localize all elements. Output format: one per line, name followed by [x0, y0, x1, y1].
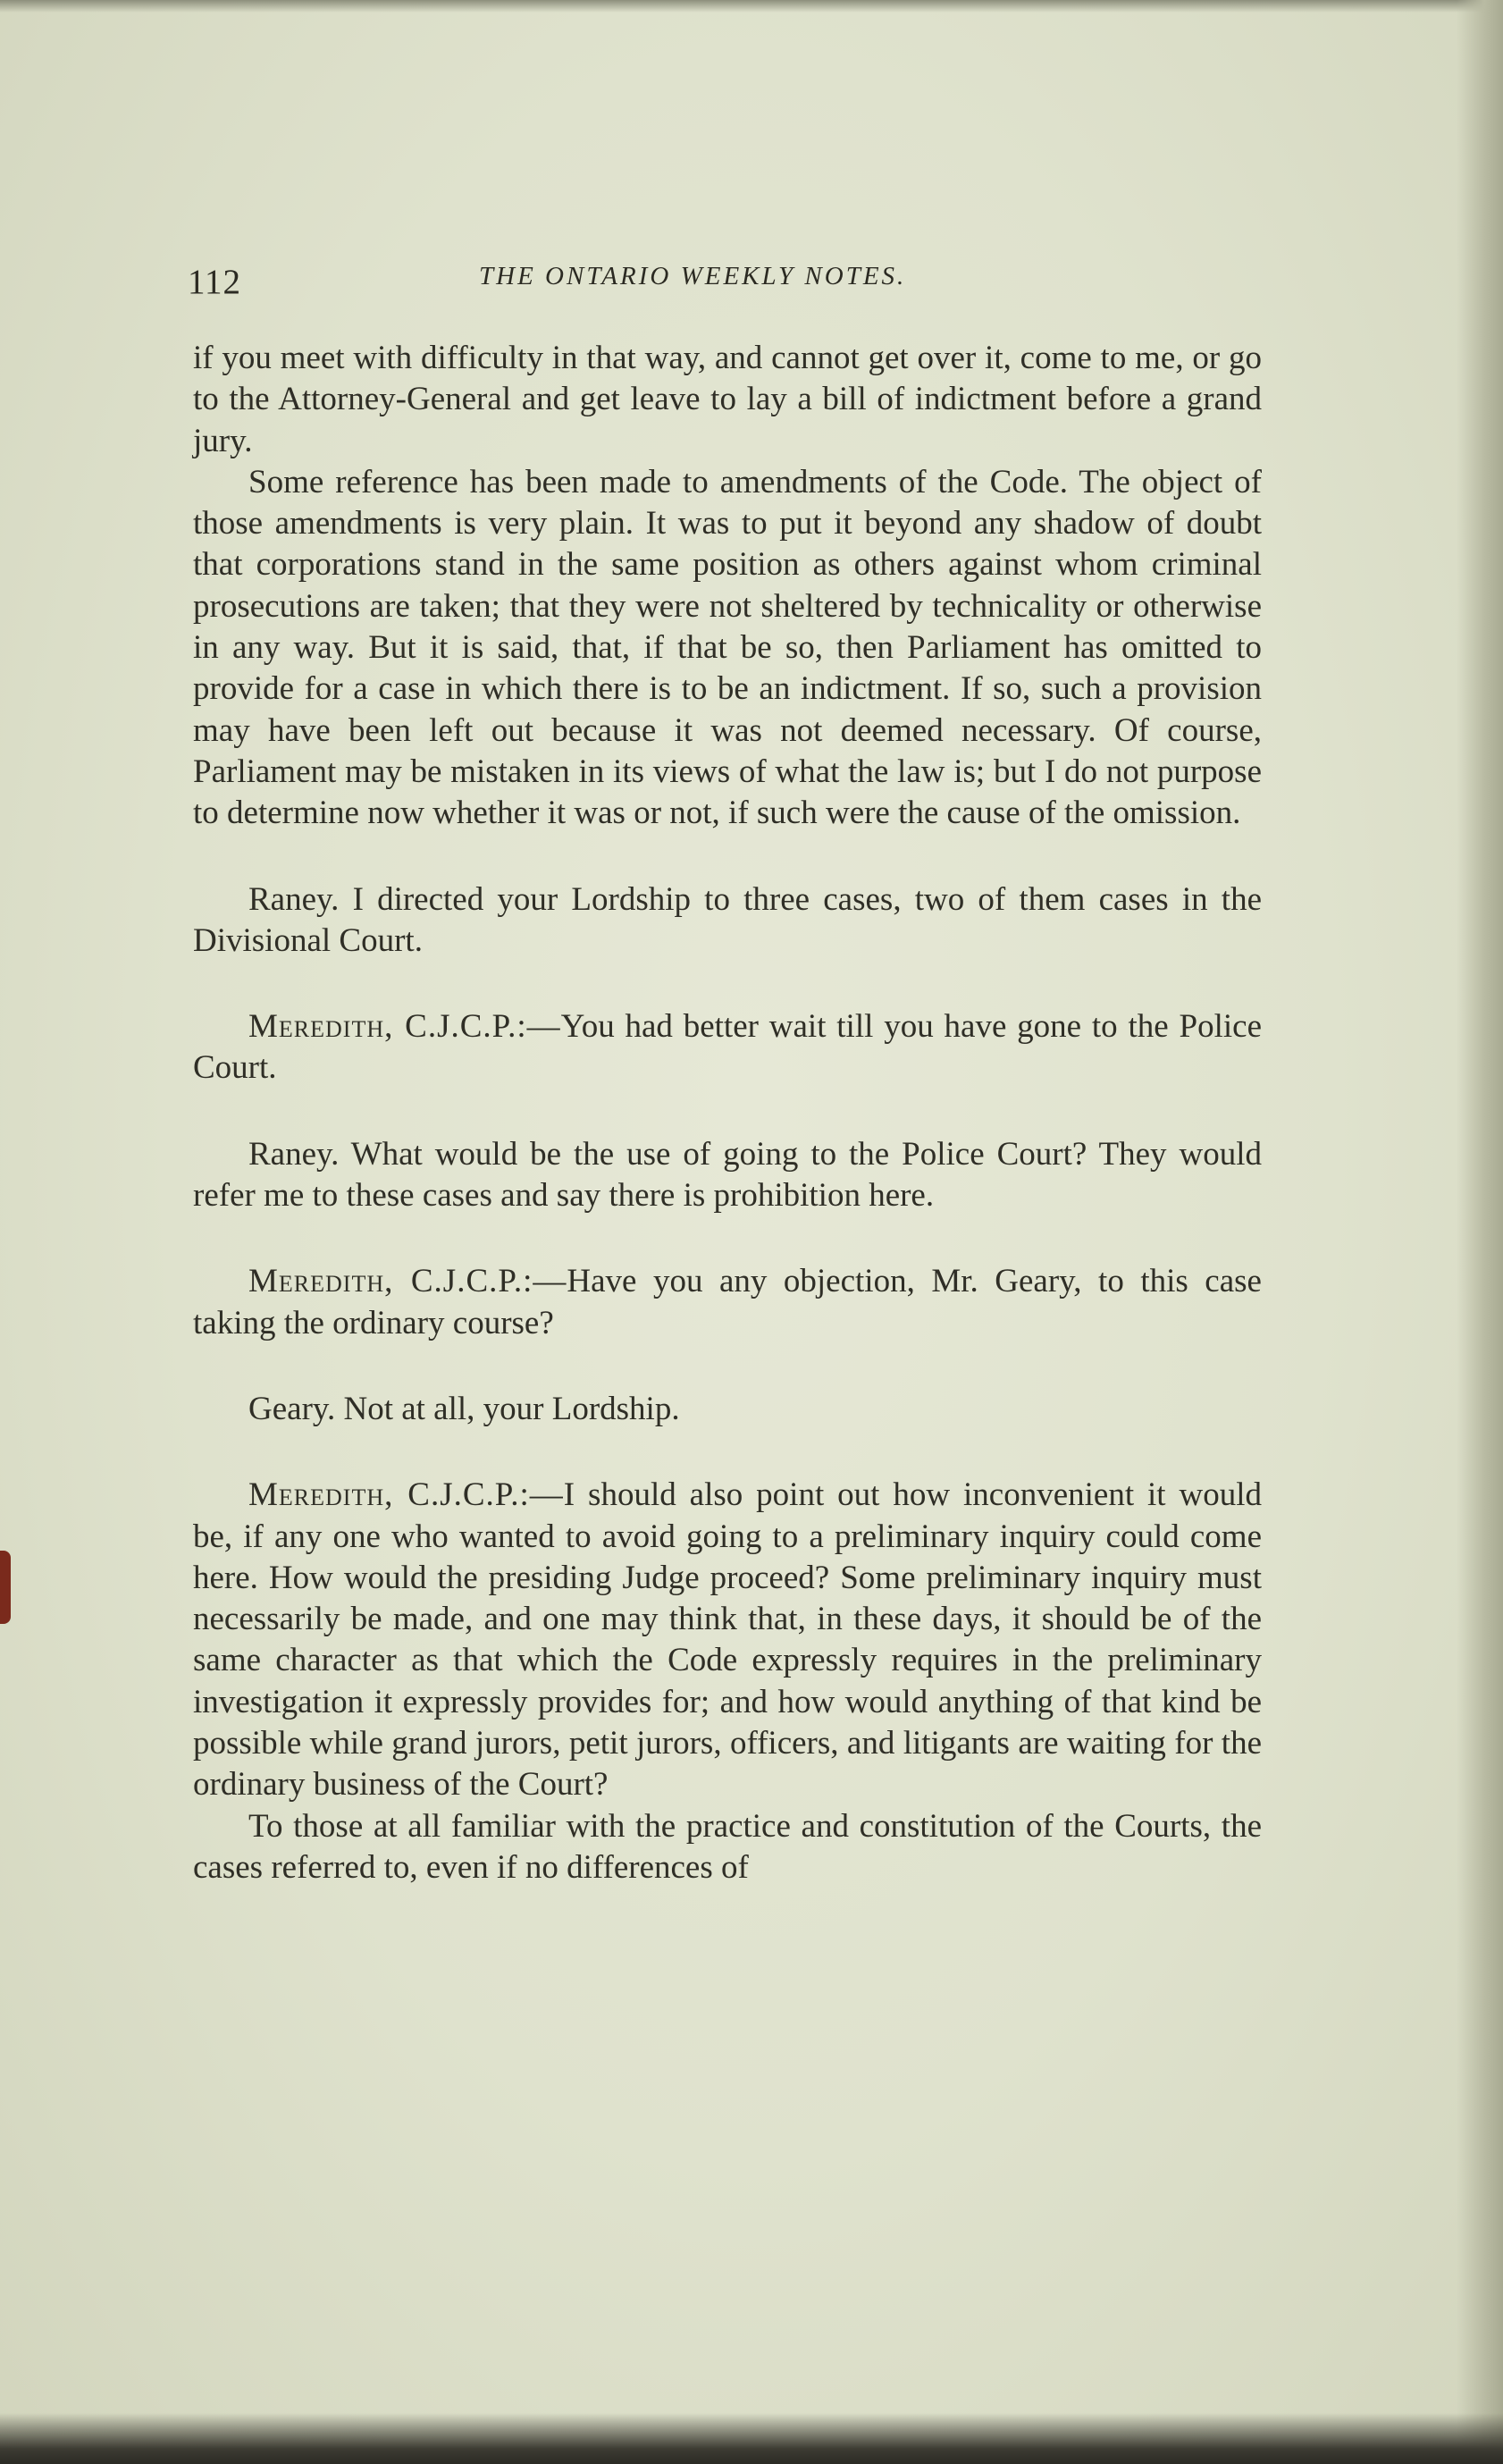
speaker: Meredith, C.J.C.P.:— [248, 1263, 567, 1300]
paragraph: Meredith, C.J.C.P.:—You had better wait till you have gone to the Police Court. [193, 1008, 1262, 1087]
speaker: Raney. [248, 1135, 340, 1173]
page-number: 112 [188, 263, 242, 301]
binding-mark [0, 1551, 11, 1624]
paragraph: Meredith, C.J.C.P.:—Have you any objection, Mr. Geary, to this case taking the ordinary course? [193, 1263, 1262, 1341]
top-page-edge [0, 0, 1503, 13]
bottom-page-edge [0, 2413, 1503, 2464]
speaker: Geary. [248, 1390, 336, 1427]
body-text [193, 338, 1262, 1888]
paragraph: Geary. Not at all, your Lordship. [248, 1390, 680, 1427]
speaker: Raney. [248, 880, 340, 918]
right-page-edge [1457, 0, 1503, 2464]
paragraph: Some reference has been made to amendments of the Code. The object of those amendments is very plain. It was to put it beyond any shadow of doubt that corporations stand in the same position as others against whom criminal prosecutions are taken; that they were not sheltered by technicality or otherwise in any way. But it is said, that, if that be so, then Parliament has omitted to provide for a case in which there is to be an indictment. If so, such a provision may have been left out because it was not deemed necessary. Of course, Parliament may be mistaken in its views of what the law is; but I do not purpose to determine now whether it was or not, if such were the cause of the omission. [193, 463, 1262, 832]
running-head: THE ONTARIO WEEKLY NOTES. [479, 262, 907, 290]
paragraph: Raney. I directed your Lordship to three cases, two of them cases in the Divisional Court. [193, 880, 1262, 959]
paragraph: To those at all familiar with the practice and constitution of the Courts, the cases referred to, even if no differences of [193, 1807, 1262, 1886]
speaker: Meredith, C.J.C.P.:— [248, 1008, 561, 1046]
speaker: Meredith, C.J.C.P.:— [248, 1476, 564, 1514]
paragraph: Meredith, C.J.C.P.:—I should also point out how inconvenient it would be, if any one who wanted to avoid going to a preliminary inquiry could come here. How would the presiding Judge proceed? Some preliminary inquiry must necessarily be made, and one may think that, in these days, it should be of the same character as that which the Code expressly requires in the preliminary investigation it expressly provides for; and how would anything of that kind be possible while grand jurors, petit jurors, officers, and litigants are waiting for the ordinary business of the Court? [193, 1476, 1262, 1804]
paragraph: if you meet with difficulty in that way, and cannot get over it, come to me, or go to the Attorney-General and get leave to lay a bill of indictment before a grand jury. [193, 340, 1262, 459]
page-header [188, 253, 1260, 307]
paragraph: Raney. What would be the use of going to the Police Court? They would refer me to these cases and say there is prohibition here. [193, 1135, 1262, 1215]
